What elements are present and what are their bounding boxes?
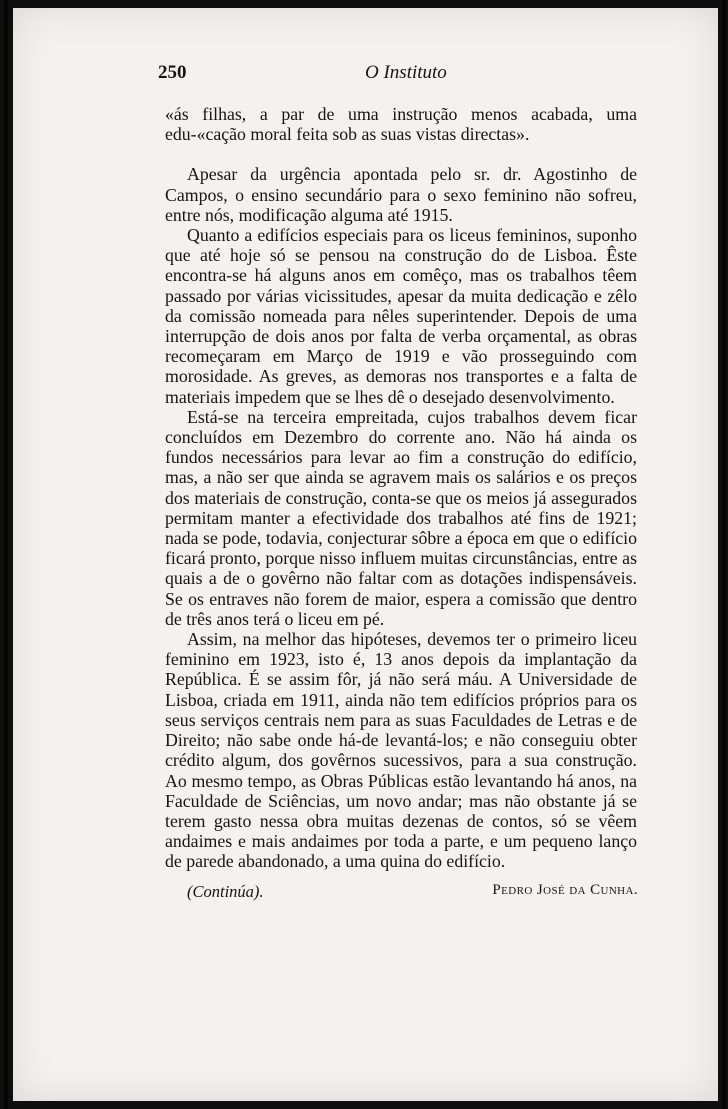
- page-footer: [187, 882, 638, 906]
- scan-edge-right: [722, 0, 726, 1109]
- article-body: [165, 104, 637, 872]
- quote-paragraph: «ás filhas, a par de uma instrução menos acabada, uma edu-«cação moral feita sob as suas vistas directas».: [165, 104, 637, 145]
- continued-note: (Continúa).: [187, 882, 264, 901]
- author-signature: Pedro José da Cunha.: [492, 882, 638, 898]
- scan-edge-left: [4, 0, 8, 1109]
- page-header: [158, 62, 638, 88]
- running-title: O Instituto: [365, 62, 447, 83]
- page-number: 250: [158, 62, 187, 83]
- body-paragraph: Quanto a edifícios especiais para os liceus femininos, suponho que até hoje só se pensou na construção do de Lisboa. Êste encontra-se há alguns anos em comêço, mas os trabalhos têem passado por várias vicissitudes, apesar da muita dedicação e zêlo da comissão nomeada para nêles superintender. Depois de uma interrupção de dois anos por falta de verba orçamental, as obras recomeçaram em Março de 1919 e vão prosseguindo com morosidade. As greves, as demoras nos transportes e a falta de materiais impedem que se lhes dê o desejado desenvolvimento.: [165, 225, 637, 407]
- body-paragraph: Está-se na terceira empreitada, cujos trabalhos devem ficar concluídos em Dezembro do corrente ano. Não há ainda os fundos necessários para levar ao fim a construção do edifício, mas, a não ser que ainda se agravem mais os salários e os preços dos materiais de construção, conta-se que os meios já assegurados permitam manter a efectividade dos trabalhos até fins de 1921; nada se pode, todavia, conjecturar sôbre a época em que o edifício ficará pronto, porque nisso influem muitas circunstâncias, entre as quais a de o govêrno não faltar com as dotações indispensáveis. Se os entraves não forem de maior, espera a comissão que dentro de três anos terá o liceu em pé.: [165, 406, 637, 629]
- body-paragraph: Assim, na melhor das hipóteses, devemos ter o primeiro liceu feminino em 1923, isto é, 13 anos depois da implantação da República. É se assim fôr, já não será máu. A Universidade de Lisboa, criada em 1911, ainda não tem edifícios próprios para os seus serviços centrais nem para as suas Faculdades de Letras e de Direito; não sabe onde há-de levantá-los; e não conseguiu obter crédito algum, dos govêrnos sucessivos, para a sua construção. Ao mesmo tempo, as Obras Públicas estão levantando há anos, na Faculdade de Sciências, um novo andar; mas não obstante já se terem gasto nessa obra muitas dezenas de contos, só se vêem andaimes e mais andaimes por toda a parte, e um pequeno lanço de parede abandonado, a uma quina do edifício.: [165, 629, 637, 872]
- body-paragraph: Apesar da urgência apontada pelo sr. dr. Agostinho de Campos, o ensino secundário para o sexo feminino não sofreu, entre nós, modificação alguma até 1915.: [165, 164, 637, 225]
